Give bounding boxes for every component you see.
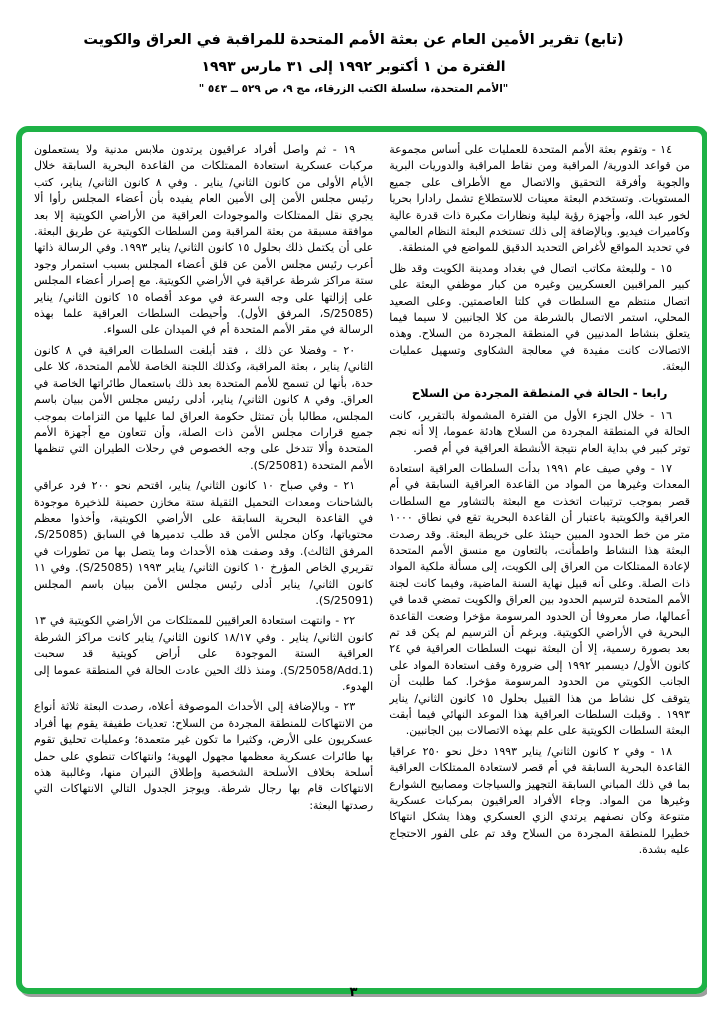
two-column-layout: [34, 142, 690, 978]
column-left: [34, 142, 373, 978]
report-title: (تابع) تقرير الأمين العام عن بعثة الأمم المتحدة للمراقبة في العراق والكويت: [83, 32, 624, 48]
paragraph-16: ١٦ - خلال الجزء الأول من الفترة المشمولة بالتقرير، كانت الحالة في المنطقة المجردة من السلاح هادئة عموما، إلا أنه نجم توتر كبير في بداية العام نتيجة الأنشطة العراقية في أم قصر.: [389, 408, 690, 455]
paragraph-22: ٢٢ - وانتهت استعادة العراقيين للممتلكات من الأراضي الكويتية في ١٣ كانون الثاني/ يناير . وفي ١٨/١٧ كانون الثاني/ يناير كانت مراكز الشرطة العراقية الستة الموجودة على أراض كويتية قد سحبت (S/25058/Add.1). ومنذ ذلك الحين عادت الحالة في المنطقة عموما إلى الهدوء.: [34, 614, 374, 693]
document-header: [0, 0, 707, 95]
paragraph-18: ١٨ - وفي ٢ كانون الثاني/ يناير ١٩٩٣ دخل نحو ٢٥٠ عراقيا القاعدة البحرية السابقة في أم قصر لاستعادة الممتلكات العراقية بما في ذلك المباني السابقة التجهيز والسياجات ومصابيح الشوارع وغيرها من المواد. وجاء الأفراد العراقيون بمركبات عسكرية متنوعة وكان نصفهم يرتدي الزي العسكري وهذا يشكل انتهاكا خطيرا للمنطقة المجردة من السلاح وقد تم على الفور الاحتجاج عليه بشدة.: [389, 744, 690, 857]
paragraph-19: ١٩ - ثم واصل أفراد عراقيون يرتدون ملابس مدنية ولا يستعملون مركبات عسكرية استعادة الممتلكات من القاعدة البحرية السابقة خلال الأيام الأولى من كانون الثاني/ يناير . وفي ٨ كانون الثاني/ يناير، كتب رئيس مجلس الأمن إلى الأمين العام يفيده بأن أعضاء المجلس رأوا ألا يجري نقل الممتلكات والموجودات العراقية من الأراضي الكويتية إلا بعد موافقة مسبقة من بعثة المراقبة ومن السلطات الكويتية عن طريق البعثة. على أن يكتمل ذلك بحلول ١٥ كانون الثاني/ يناير ١٩٩٣. وفي الرسالة ذاتها أعرب رئيس مجلس الأمن عن قلق أعضاء المجلس بسبب استمرار وجود ستة مراكز شرطة عراقية في الأراضي الكويتية. مع إصرار أعضاء المجلس على إزالتها على وجه السرعة في موعد أقصاه ١٥ كانون الثاني/ يناير (S/25085، المرفق الأول). وأحيطت السلطات العراقية علما بهذه الرسالة في مقر الأمم المتحدة أم في الميدان على السواء.: [34, 143, 374, 337]
source-citation: "الأمم المتحدة، سلسلة الكتب الزرقاء، مج ٩، ص ٥٢٩ ــ ٥٤٣ ": [198, 82, 509, 95]
page-number: ٣: [349, 985, 358, 1000]
content-frame: [16, 126, 707, 994]
paragraph-23: ٢٣ - وبالإضافة إلى الأحداث الموصوفة أعلاه، رصدت البعثة ثلاثة أنواع من الانتهاكات للمنطقة المجردة من السلاح: تعديات طفيفة يقوم بها أفراد عسكريون على الأرض، وكثيرا ما تكون غير متعمدة؛ وعمليات تحليق تقوم بها طائرات عسكرية معظمها مجهول الهوية؛ وانتهاكات تنطوي على حمل أسلحة بخلاف الأسلحة الشخصية وإطلاق النيران منها، وغالبية هذه الانتهاكات قام بها رجال شرطة. ويوجز الجدول التالي الانتهاكات التي رصدتها البعثة:: [34, 700, 374, 812]
report-period: الفترة من ١ أكتوبر ١٩٩٢ إلى ٣١ مارس ١٩٩٣: [201, 58, 506, 75]
paragraph-14: ١٤ - وتقوم بعثة الأمم المتحدة للعمليات على أساس مجموعة من قواعد الدورية/ المراقبة ومن نقاط المراقبة والدوريات البرية والجوية وأفرقة التحقيق والاتصال مع الأطراف على جميع المستويات. وتستخدم البعثة معينات للاستطلاع تشمل رادارا بحريا لخور عبد الله، وأجهزة رؤية ليلية ونظارات مكبرة ذات قدرة عالية وكاميرات فيديو. وبالإضافة إلى ذلك تستخدم البعثة النظام العالمي في تحديد المواقع لأغراض التحديد الدقيق للمواضع في المنطقة.: [389, 143, 690, 255]
section-heading-part-four: رابعا - الحالة في المنطقة المجردة من السلاح: [411, 385, 668, 400]
paragraph-20: ٢٠ - وفضلا عن ذلك ، فقد أبلغت السلطات العراقية في ٨ كانون الثاني/ يناير ، بعثة المراقبة، وكذلك اللجنة الخاصة للأمم المتحدة، كلا على حدة، بأنها لن تسمح للأمم المتحدة بعد ذلك باستعمال طائراتها الخاصة في العراق. وفي ٨ كانون الثاني/ يناير، أدلى رئيس مجلس الأمن ببيان باسم المجلس، مطالبا بأن تمتثل حكومة العراق لما عليها من التزامات بموجب جميع قرارات مجلس الأمن ذات الصلة، وأن تتعاون مع أجهزة الأمم المتحدة وألا تتدخل على وجه الخصوص في رحلات الطيران التي تنظمها الأمم المتحدة (S/25081).: [34, 343, 374, 472]
paragraph-21: ٢١ - وفي صباح ١٠ كانون الثاني/ يناير، اقتحم نحو ٢٠٠ فرد عراقي بالشاحنات ومعدات التحميل الثقيلة ستة مخازن حصينة للذخيرة موجودة في القاعدة البحرية السابقة على الأراضي الكويتية، وأخذوا معظم محتوياتها، وكان مجلس الأمن قد طلب تدميرها في السابق (S/25085، المرفق الثالث). وقد وصفت هذه الأحداث وما يتصل بها من تطورات في تقريري الخاص المؤرخ ١٠ كانون الثاني/ يناير ١٩٩٣ (S/25085). وفي ١١ كانون الثاني/ يناير أدلى رئيس مجلس الأمن ببيان باسم المجلس (S/25091).: [34, 479, 374, 607]
paragraph-15: ١٥ - وللبعثة مكاتب اتصال في بغداد ومدينة الكويت وقد ظل كبير المراقبين العسكريين وغيره من كبار موظفي البعثة على اتصال منتظم مع السلطات في كلتا العاصمتين. وعلى الصعيد المحلي، استمر الاتصال بالشرطة من كلا الجانبين لا سيما فيما يتعلق بنشاط المدنيين في المنطقة المجردة من السلاح. وهذه الاتصالات كانت مفيدة في معالجة الشكاوى وتسهيل عمليات البعثة.: [389, 261, 690, 374]
paragraph-17: ١٧ - وفي صيف عام ١٩٩١ بدأت السلطات العراقية استعادة المعدات وغيرها من المواد من القاعدة العراقية السابقة في أم قصر بموجب ترتيبات اتخذت مع البعثة بالتشاور مع السلطات العراقية والكويتية باعتبار أن القاعدة البحرية تقع في نطاق ١٠٠٠ متر من خط الحدود المبين حينئذ على خريطة البعثة. وقد رصدت البعثة هذا النشاط واطمأنت، بالتعاون مع منسق الأمم المتحدة لإعادة الممتلكات من العراق إلى الكويت، إلى مسألة ملكية المواد ذات الصلة. وعلى أنه قبيل نهاية السنة الماضية، وفيما كانت لجنة الأمم المتحدة لترسيم الحدود بين العراق والكويت تمضي قدما في أعمالها، صار معروفا أن الحدود المرسومة مؤخرا وضعت القاعدة البحرية في الأراضي الكويتية. وبرغم أن الترسيم لم يكن قد تم بعد بصورة رسمية، إلا أن البعثة نبهت السلطات العراقية في ٢٤ كانون الأول/ ديسمبر ١٩٩٢ إلى ضرورة وقف استعادة المواد على الجانب الكويتي من الحدود المرسومة مؤخرا. كما طلبت أن يتوقف كل نشاط من هذا القبيل بحلول ١٥ كانون الثاني/ يناير ١٩٩٣ . وقبلت السلطات العراقية هذا الموعد النهائي فيما أبقت البعثة السلطات الكويتية على علم بهذه الاتصالات بين الجانبين.: [389, 461, 690, 738]
column-right: [389, 142, 690, 978]
